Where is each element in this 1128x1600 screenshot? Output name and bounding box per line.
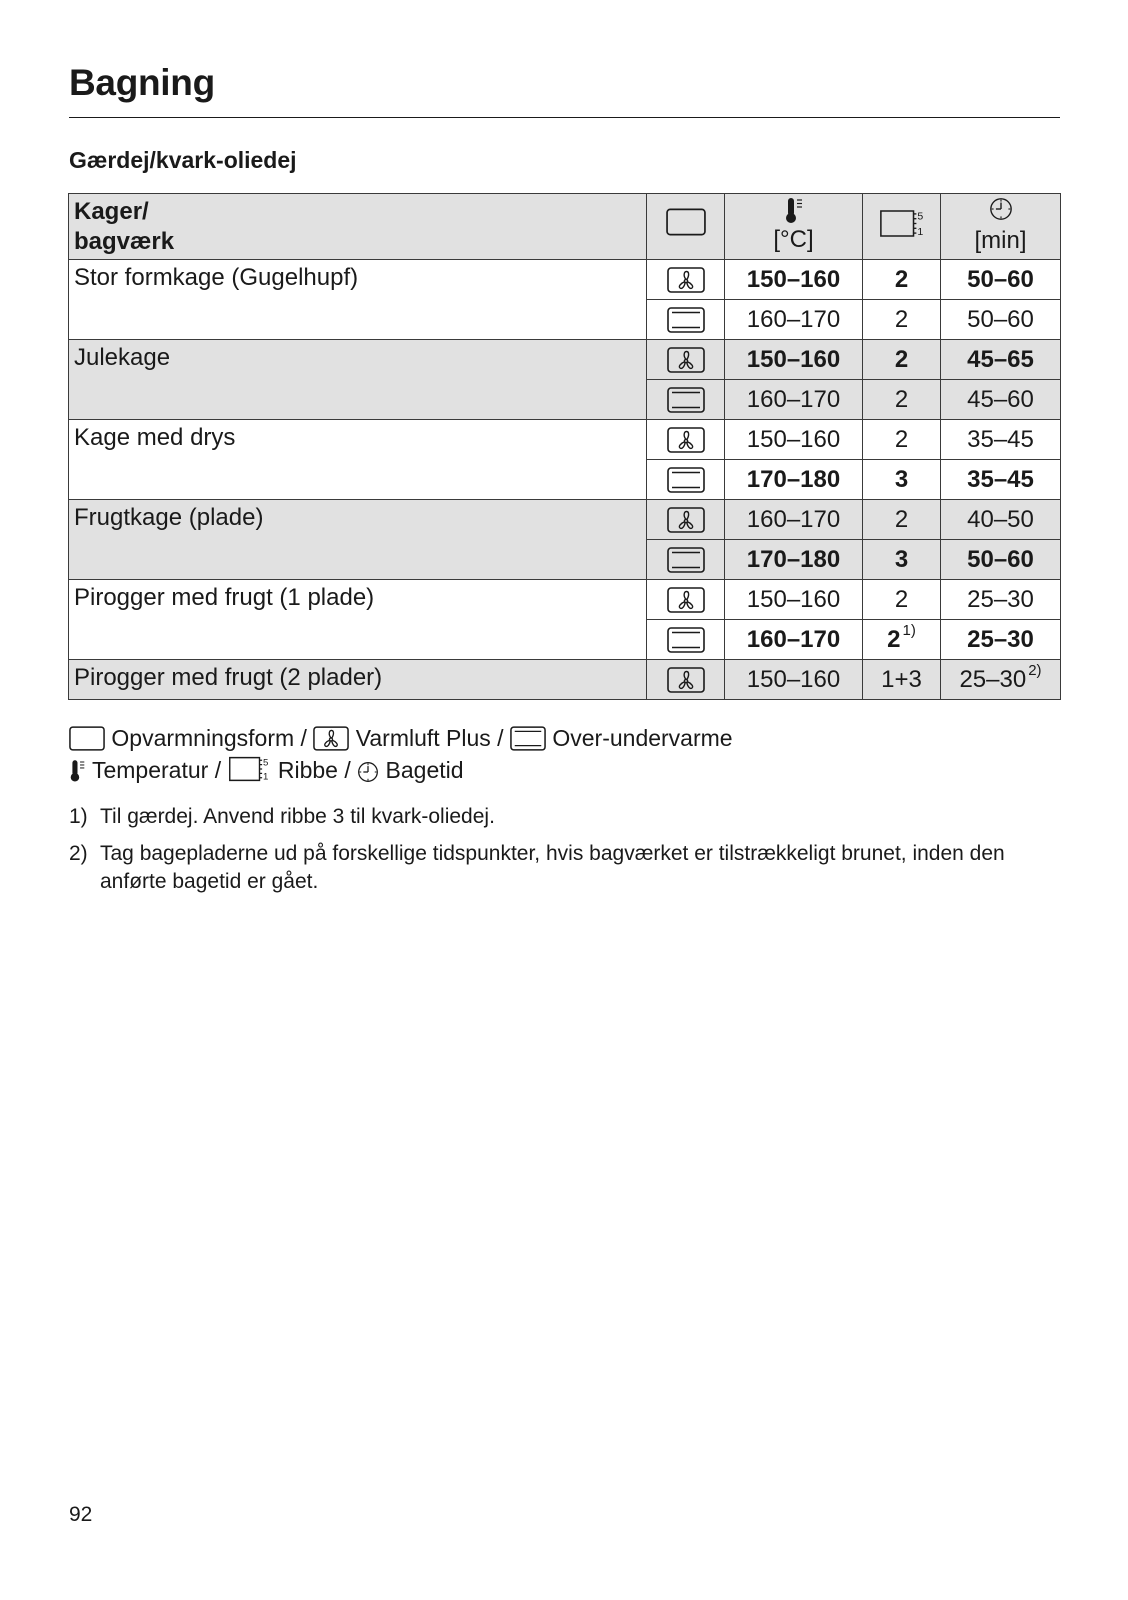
footnote-ref: 1) [902, 621, 916, 639]
shelf-level-icon [878, 208, 926, 239]
oven-frame-icon [666, 208, 706, 236]
header-item-line2: bagværk [74, 228, 175, 255]
table-row [69, 660, 1061, 700]
temperature-cell [725, 300, 863, 340]
header-item [69, 194, 647, 260]
shelf-cell-value: 2 [894, 385, 909, 413]
table-body [69, 260, 1061, 700]
heating-mode-cell [647, 420, 725, 460]
cake-name: Pirogger med frugt (2 plader) [69, 660, 647, 700]
temperature-cell-value: 150–160 [746, 425, 841, 453]
top-bottom-heat-icon [667, 467, 705, 493]
heating-mode-cell [647, 500, 725, 540]
header-time [941, 194, 1061, 260]
table-row [69, 340, 1061, 380]
fan-icon [667, 267, 705, 293]
legend-mode-label: Opvarmningsform / [111, 725, 307, 751]
temperature-cell-value: 170–180 [746, 465, 841, 493]
heating-mode-cell [647, 260, 725, 300]
clock-icon [357, 761, 379, 783]
time-cell-value: 40–50 [967, 505, 1034, 533]
time-cell [941, 500, 1061, 540]
time-cell [941, 380, 1061, 420]
time-cell-value: 45–60 [967, 385, 1034, 413]
time-cell-value: 45–65 [967, 345, 1034, 373]
time-cell-value: 25–30 [967, 625, 1034, 653]
table-row [69, 500, 1061, 540]
fan-icon [667, 507, 705, 533]
shelf-cell [863, 580, 941, 620]
cake-name: Kage med drys [69, 420, 647, 500]
cake-name: Frugtkage (plade) [69, 500, 647, 580]
legend-line-1 [69, 724, 733, 752]
header-heating-mode [647, 194, 725, 260]
shelf-cell [863, 660, 941, 700]
temperature-cell-value: 150–160 [746, 345, 841, 373]
time-cell-value: 50–60 [967, 305, 1034, 333]
temperature-cell-value: 160–170 [746, 625, 841, 653]
legend-line-2 [69, 755, 464, 784]
header-temperature [725, 194, 863, 260]
footnote-text: Tag bagepladerne ud på forskellige tidspunkter, hvis bagværket er tilstrækkeligt brunet, inden den anførte bagetid er gået. [100, 842, 1005, 893]
temperature-cell [725, 420, 863, 460]
time-cell [941, 260, 1061, 300]
page-number: 92 [69, 1503, 93, 1526]
shelf-cell-value: 1+3 [881, 665, 922, 693]
shelf-cell-value: 3 [894, 465, 909, 493]
time-cell-value: 35–45 [967, 425, 1034, 453]
page-title: Bagning [69, 62, 215, 103]
shelf-cell [863, 540, 941, 580]
cake-name: Pirogger med frugt (1 plade) [69, 580, 647, 660]
shelf-cell [863, 620, 941, 660]
thermometer-icon [784, 196, 804, 224]
time-cell [941, 300, 1061, 340]
shelf-cell-value: 2 [894, 585, 909, 613]
temperature-cell-value: 160–170 [746, 385, 841, 413]
table-row [69, 580, 1061, 620]
shelf-cell [863, 460, 941, 500]
fan-icon [667, 347, 705, 373]
top-bottom-heat-icon [667, 307, 705, 333]
time-cell-value: 35–45 [967, 465, 1034, 493]
thermometer-icon [69, 758, 86, 783]
legend-topbottom-label: Over-undervarme [552, 725, 733, 751]
time-cell [941, 340, 1061, 380]
time-cell [941, 620, 1061, 660]
temperature-cell [725, 380, 863, 420]
legend-fan-label: Varmluft Plus / [355, 725, 504, 751]
shelf-cell-value: 2 [887, 625, 901, 653]
time-cell [941, 460, 1061, 500]
fan-icon [667, 587, 705, 613]
shelf-cell [863, 300, 941, 340]
time-cell [941, 540, 1061, 580]
heating-mode-cell [647, 620, 725, 660]
shelf-cell-value: 2 [894, 345, 909, 373]
cake-name: Julekage [69, 340, 647, 420]
legend-temp-label: Temperatur / [91, 757, 222, 783]
heating-mode-cell [647, 300, 725, 340]
temperature-cell-value: 160–170 [746, 505, 841, 533]
time-cell-value: 50–60 [967, 265, 1034, 293]
time-cell-value: 25–30 [959, 665, 1027, 693]
table-row [69, 260, 1061, 300]
top-bottom-heat-icon [667, 627, 705, 653]
shelf-cell [863, 340, 941, 380]
temperature-cell-value: 170–180 [746, 545, 841, 573]
fan-icon [313, 726, 349, 751]
top-bottom-heat-icon [667, 387, 705, 413]
legend-shelf-label: Ribbe / [277, 757, 351, 783]
title-divider [69, 117, 1060, 118]
footnote-text: Til gærdej. Anvend ribbe 3 til kvark-oliedej. [100, 805, 495, 828]
header-item-line1: Kager/ [74, 198, 149, 225]
temperature-cell [725, 620, 863, 660]
shelf-cell-value: 2 [894, 265, 909, 293]
header-shelf [863, 194, 941, 260]
temperature-cell [725, 340, 863, 380]
heating-mode-cell [647, 540, 725, 580]
shelf-cell-value: 2 [894, 425, 909, 453]
header-temp-unit: [°C] [773, 226, 814, 253]
temperature-cell-value: 160–170 [746, 305, 841, 333]
shelf-cell [863, 420, 941, 460]
legend-time-label: Bagetid [385, 757, 464, 783]
heating-mode-cell [647, 460, 725, 500]
footnote-number: 2) [69, 842, 88, 865]
oven-frame-icon [69, 726, 105, 751]
time-cell [941, 660, 1061, 700]
shelf-cell-value: 3 [894, 545, 909, 573]
cake-name: Stor formkage (Gugelhupf) [69, 260, 647, 340]
time-cell-value: 50–60 [967, 545, 1034, 573]
heating-mode-cell [647, 380, 725, 420]
top-bottom-heat-icon [510, 726, 546, 751]
shelf-cell-value: 2 [894, 305, 909, 333]
temperature-cell [725, 500, 863, 540]
footnote-number: 1) [69, 805, 88, 828]
section-subtitle: Gærdej/kvark-oliedej [69, 147, 297, 173]
fan-icon [667, 667, 705, 693]
time-cell [941, 580, 1061, 620]
table-header-row [69, 194, 1061, 260]
heating-mode-cell [647, 580, 725, 620]
temperature-cell-value: 150–160 [746, 265, 841, 293]
heating-mode-cell [647, 340, 725, 380]
temperature-cell [725, 460, 863, 500]
shelf-cell-value: 2 [894, 505, 909, 533]
shelf-cell [863, 380, 941, 420]
shelf-level-icon [227, 755, 271, 783]
shelf-cell [863, 260, 941, 300]
top-bottom-heat-icon [667, 547, 705, 573]
temperature-cell-value: 150–160 [746, 585, 841, 613]
clock-icon [989, 197, 1013, 221]
temperature-cell [725, 540, 863, 580]
temperature-cell-value: 150–160 [746, 665, 841, 693]
header-time-unit: [min] [974, 227, 1027, 254]
temperature-cell [725, 660, 863, 700]
table-row [69, 420, 1061, 460]
temperature-cell [725, 260, 863, 300]
footnote-ref: 2) [1028, 661, 1042, 679]
shelf-cell [863, 500, 941, 540]
fan-icon [667, 427, 705, 453]
heating-mode-cell [647, 660, 725, 700]
baking-table [68, 193, 1061, 700]
temperature-cell [725, 580, 863, 620]
time-cell [941, 420, 1061, 460]
time-cell-value: 25–30 [967, 585, 1034, 613]
